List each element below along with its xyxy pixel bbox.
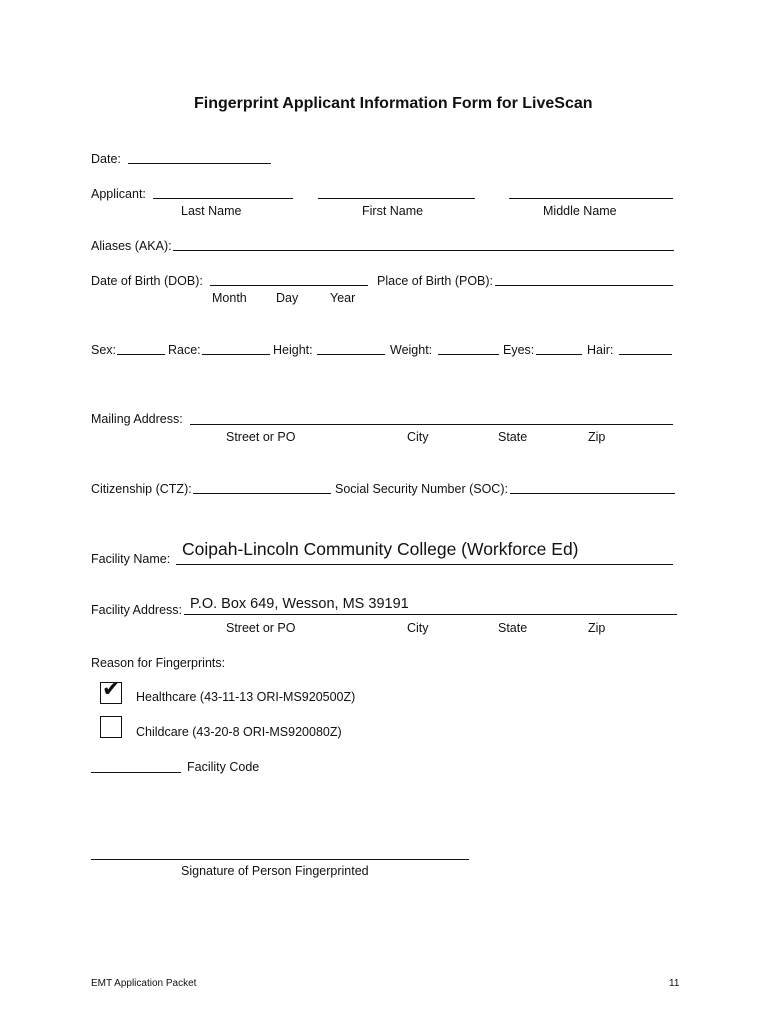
mailing-address-field[interactable] — [190, 424, 673, 425]
aliases-label: Aliases (AKA): — [91, 239, 172, 253]
mailing-state-caption: State — [498, 430, 528, 444]
eyes-label: Eyes: — [503, 343, 535, 357]
mailing-address-label: Mailing Address: — [91, 412, 183, 426]
form-title: Fingerprint Applicant Information Form for LiveScan — [194, 95, 593, 112]
applicant-label: Applicant: — [91, 187, 146, 201]
weight-field[interactable] — [438, 354, 499, 355]
reason-label: Reason for Fingerprints: — [91, 656, 226, 670]
date-label: Date: — [91, 152, 121, 166]
childcare-checkbox[interactable] — [100, 716, 122, 738]
dob-year-caption: Year — [330, 291, 356, 305]
pob-field[interactable] — [495, 285, 673, 286]
hair-field[interactable] — [619, 354, 672, 355]
facility-city-caption: City — [407, 621, 429, 635]
page-number: 11 — [669, 978, 680, 989]
footer-packet-title: EMT Application Packet — [91, 978, 197, 989]
facility-name-value[interactable]: Coipah-Lincoln Community College (Workforce Ed) — [182, 539, 579, 559]
aliases-field[interactable] — [173, 250, 674, 251]
facility-zip-caption: Zip — [588, 621, 606, 635]
signature-label: Signature of Person Fingerprinted — [181, 864, 369, 878]
dob-field[interactable] — [210, 285, 368, 286]
facility-street-caption: Street or PO — [226, 621, 296, 635]
first-name-caption: First Name — [362, 204, 424, 218]
mailing-street-caption: Street or PO — [226, 430, 296, 444]
sex-label: Sex: — [91, 343, 117, 357]
citizenship-field[interactable] — [193, 493, 331, 494]
facility-address-field[interactable] — [184, 614, 677, 615]
childcare-option-label: Childcare (43-20-8 ORI-MS920080Z) — [136, 725, 342, 739]
pob-label: Place of Birth (POB): — [377, 274, 494, 288]
last-name-caption: Last Name — [181, 204, 242, 218]
facility-address-value[interactable]: P.O. Box 649, Wesson, MS 39191 — [190, 596, 409, 612]
date-field[interactable] — [128, 163, 271, 164]
citizenship-label: Citizenship (CTZ): — [91, 482, 192, 496]
signature-field[interactable] — [91, 859, 469, 860]
sex-field[interactable] — [117, 354, 165, 355]
race-label: Race: — [168, 343, 201, 357]
weight-label: Weight: — [390, 343, 433, 357]
middle-name-caption: Middle Name — [543, 204, 617, 218]
eyes-field[interactable] — [536, 354, 582, 355]
mailing-city-caption: City — [407, 430, 429, 444]
race-field[interactable] — [202, 354, 270, 355]
dob-month-caption: Month — [212, 291, 247, 305]
healthcare-option-label: Healthcare (43-11-13 ORI-MS920500Z) — [136, 690, 356, 704]
healthcare-checkbox[interactable] — [100, 677, 122, 704]
middle-name-field[interactable] — [509, 198, 673, 199]
ssn-field[interactable] — [510, 493, 675, 494]
ssn-label: Social Security Number (SOC): — [335, 482, 508, 496]
facility-name-field[interactable] — [176, 564, 673, 565]
facility-code-label: Facility Code — [187, 760, 260, 774]
last-name-field[interactable] — [153, 198, 293, 199]
dob-day-caption: Day — [276, 291, 299, 305]
facility-name-label: Facility Name: — [91, 552, 171, 566]
mailing-zip-caption: Zip — [588, 430, 606, 444]
height-field[interactable] — [317, 354, 385, 355]
facility-code-field[interactable] — [91, 772, 181, 773]
checkmark-icon: ✔ — [102, 677, 121, 702]
height-label: Height: — [273, 343, 313, 357]
dob-label: Date of Birth (DOB): — [91, 274, 203, 288]
facility-address-label: Facility Address: — [91, 603, 183, 617]
facility-state-caption: State — [498, 621, 528, 635]
first-name-field[interactable] — [318, 198, 475, 199]
hair-label: Hair: — [587, 343, 614, 357]
